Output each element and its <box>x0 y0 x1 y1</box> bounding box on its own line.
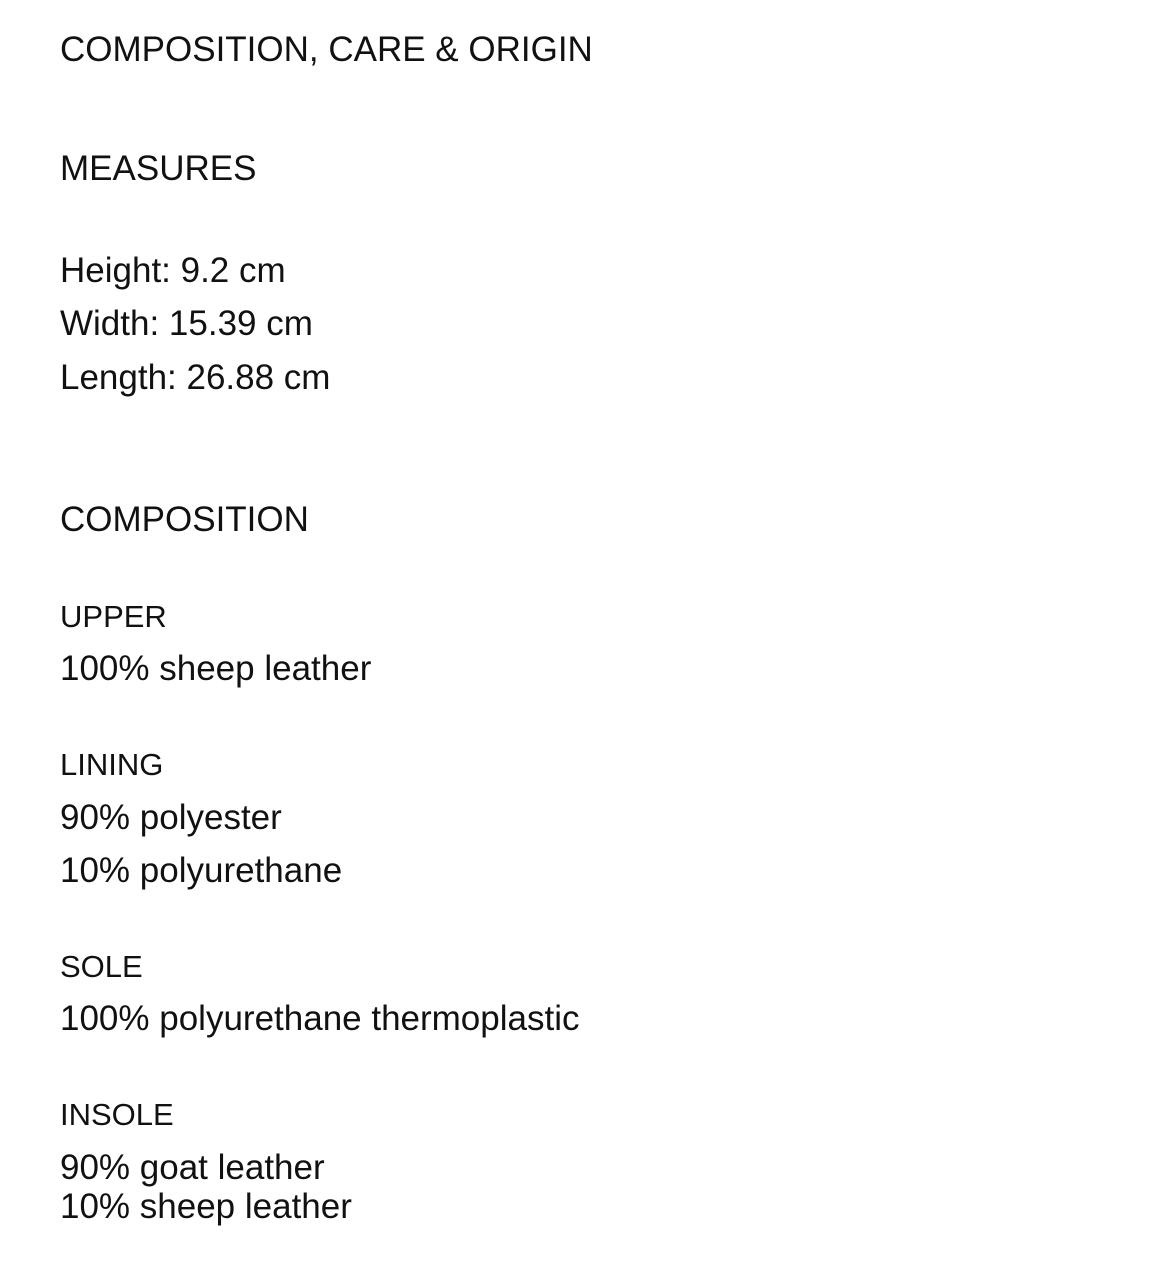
sole-label: SOLE <box>60 949 143 984</box>
lining-material-1: 90% polyester <box>60 798 282 837</box>
measure-width: Width: 15.39 cm <box>60 304 313 343</box>
measure-height: Height: 9.2 cm <box>60 251 286 290</box>
insole-label: INSOLE <box>60 1097 174 1132</box>
insole-material-2: 10% sheep leather <box>60 1187 352 1226</box>
upper-material: 100% sheep leather <box>60 649 372 688</box>
upper-label: UPPER <box>60 599 167 634</box>
measures-heading: MEASURES <box>60 149 257 188</box>
measure-length: Length: 26.88 cm <box>60 358 331 397</box>
sole-material: 100% polyurethane thermoplastic <box>60 999 580 1038</box>
composition-heading: COMPOSITION <box>60 500 309 539</box>
lining-label: LINING <box>60 747 164 782</box>
product-details-panel <box>60 0 1120 1280</box>
page-title: COMPOSITION, CARE & ORIGIN <box>60 30 593 69</box>
lining-material-2: 10% polyurethane <box>60 851 343 890</box>
insole-material-1: 90% goat leather <box>60 1148 325 1187</box>
